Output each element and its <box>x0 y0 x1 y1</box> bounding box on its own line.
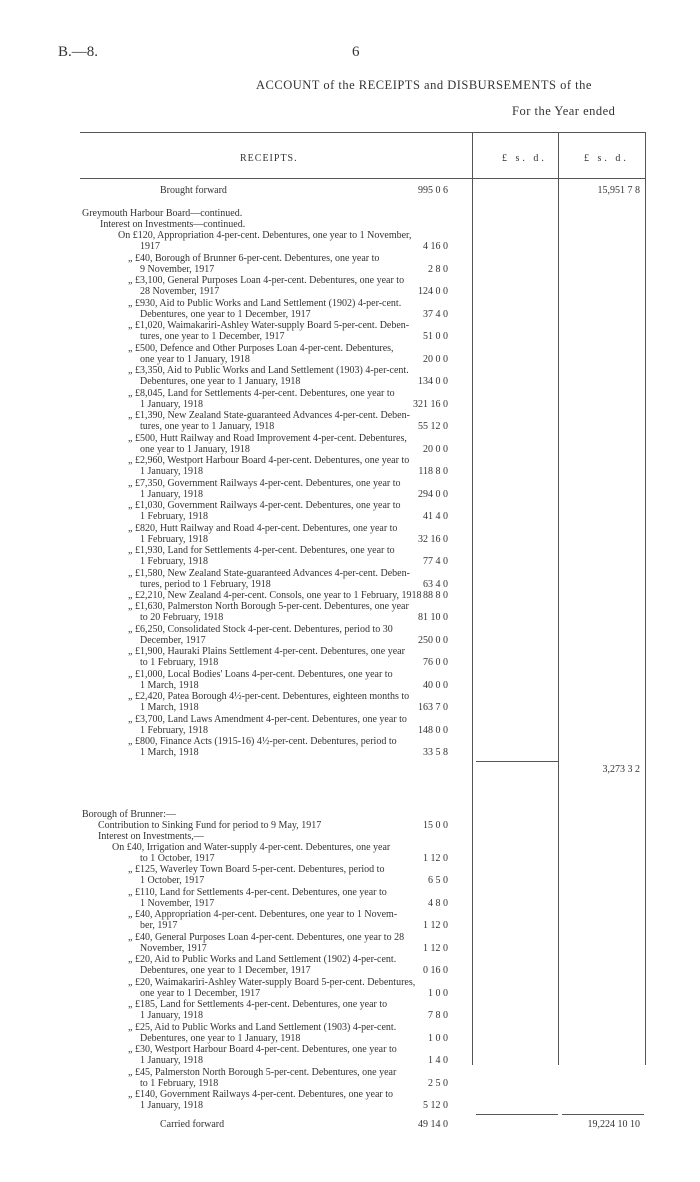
entry-description: „ £930, Aid to Public Works and Land Settlement (1902) 4-per-cent. <box>128 297 402 309</box>
entry-description: On £40, Irrigation and Water-supply 4-per-cent. Debentures, one year <box>112 841 391 853</box>
entry-amount: 76 0 0 <box>423 657 448 668</box>
section-total-greymouth: 3,273 3 2 <box>602 763 640 775</box>
entry-description-cont: Debentures, one year to 1 January, 1918 <box>140 1032 301 1044</box>
entry-description: „ £7,350, Government Railways 4-per-cent. Debentures, one year to <box>128 477 401 489</box>
entry-amount: 250 0 0 <box>418 634 448 646</box>
entry-description-cont: one year to 1 January, 1918 <box>140 443 250 455</box>
page-title: ACCOUNT of the RECEIPTS and DISBURSEMENTS of the <box>256 78 592 92</box>
entry-amount: 1 4 0 <box>428 1055 448 1066</box>
column-rule-3 <box>645 132 646 1065</box>
entry-amount: 294 0 0 <box>418 488 448 500</box>
column-rule-1 <box>472 132 473 1065</box>
contribution-amount: 15 0 0 <box>423 819 448 831</box>
entry-description-cont: November, 1917 <box>140 942 207 954</box>
entry-description: „ £820, Hutt Railway and Road 4-per-cent. Debentures, one year to <box>128 522 398 534</box>
entry-amount: 20 0 0 <box>423 353 448 365</box>
entry-description: „ £3,700, Land Laws Amendment 4-per-cent. Debentures, one year to <box>128 713 407 725</box>
entry-amount: 1 12 0 <box>423 942 448 954</box>
entry-description-cont: 9 November, 1917 <box>140 263 215 275</box>
total-column-header: £ s. d. <box>584 153 629 164</box>
amount-column-header: £ s. d. <box>502 153 547 164</box>
entry-description-cont: one year to 1 January, 1918 <box>140 353 250 365</box>
entry-description: „ £30, Westport Harbour Board 4-per-cent. Debentures, one year to <box>128 1044 397 1055</box>
entry-amount: 6 5 0 <box>428 875 448 886</box>
entry-description: „ £800, Finance Acts (1915-16) 4½-per-cent. Debentures, period to <box>128 736 397 747</box>
entry-description: „ £20, Waimakariri-Ashley Water-supply Board 5-per-cent. Debentures, <box>128 976 416 988</box>
entry-description-cont: tures, one year to 1 January, 1918 <box>140 421 275 432</box>
entry-description-cont: Debentures, one year to 1 December, 1917 <box>140 965 311 976</box>
section-heading-greymouth: Greymouth Harbour Board—continued. <box>82 208 243 219</box>
entry-amount: 321 16 0 <box>413 398 448 410</box>
carried-forward-label: Carried forward <box>160 1118 225 1130</box>
entry-description-cont: 1 March, 1918 <box>140 702 199 713</box>
entry-description: „ £20, Aid to Public Works and Land Settlement (1902) 4-per-cent. <box>128 954 397 965</box>
entry-amount: 1 12 0 <box>423 920 448 931</box>
column-rule-2 <box>558 132 559 1065</box>
receipts-column-header: RECEIPTS. <box>240 153 298 164</box>
entry-description: „ £2,420, Patea Borough 4½-per-cent. Debentures, eighteen months to <box>128 691 410 702</box>
subheading-interest: Interest on Investments—continued. <box>100 219 246 230</box>
entry-amount: 163 7 0 <box>418 702 448 713</box>
carried-forward-rule-b <box>562 1114 644 1115</box>
brought-forward-total: 15,951 7 8 <box>597 185 640 196</box>
entry-description: „ £3,100, General Purposes Loan 4-per-cent. Debentures, one year to <box>128 275 405 286</box>
entry-amount: 0 16 0 <box>423 965 448 976</box>
entry-description-cont: 1 February, 1918 <box>140 556 208 567</box>
entry-amount: 32 16 0 <box>418 533 448 545</box>
entry-amount: 148 0 0 <box>418 724 448 736</box>
entry-description-cont: Debentures, one year to 1 January, 1918 <box>140 376 301 387</box>
entry-description: „ £140, Government Railways 4-per-cent. Debentures, one year to <box>128 1089 393 1100</box>
entry-description: „ £1,020, Waimakariri-Ashley Water-supply Board 5-per-cent. Deben- <box>128 320 410 331</box>
entry-amount: 1 0 0 <box>428 987 448 999</box>
entry-amount: 51 0 0 <box>423 331 448 342</box>
entry-description-cont: December, 1917 <box>140 634 206 646</box>
entry-amount: 41 4 0 <box>423 511 448 522</box>
entry-amount: 88 8 0 <box>423 590 448 601</box>
entry-description: „ £500, Defence and Other Purposes Loan 4-per-cent. Debentures, <box>128 342 394 354</box>
entry-description-cont: 1 January, 1918 <box>140 488 203 500</box>
entry-description: „ £110, Land for Settlements 4-per-cent. Debentures, one year to <box>128 886 387 898</box>
entry-description: „ £40, Borough of Brunner 6-per-cent. Debentures, one year to <box>128 252 380 264</box>
entry-description-cont: Debentures, one year to 1 December, 1917 <box>140 308 311 320</box>
entry-amount: 134 0 0 <box>418 376 448 387</box>
entry-amount: 118 8 0 <box>418 466 448 477</box>
entry-amount: 37 4 0 <box>423 308 448 320</box>
entry-amount: 4 8 0 <box>428 897 448 909</box>
entry-description: „ £2,960, Westport Harbour Board 4-per-cent. Debentures, one year to <box>128 455 410 466</box>
entry-description: „ £2,210, New Zealand 4-per-cent. Consols, one year to 1 February, 1918 <box>128 590 422 601</box>
subtotal-rule <box>476 761 558 762</box>
header-bottom-rule <box>80 178 645 179</box>
entry-description-cont: to 1 February, 1918 <box>140 1077 219 1089</box>
entry-description-cont: one year to 1 December, 1917 <box>140 987 261 999</box>
entry-description-cont: 1 February, 1918 <box>140 724 208 736</box>
entry-amount: 81 10 0 <box>418 612 448 623</box>
entry-amount: 2 8 0 <box>428 263 448 275</box>
entry-description: „ £1,900, Hauraki Plains Settlement 4-per-cent. Debentures, one year <box>128 646 405 657</box>
entry-amount: 5 12 0 <box>423 1100 448 1111</box>
entry-amount: 4 16 0 <box>423 241 448 252</box>
carried-forward-amount: 49 14 0 <box>418 1118 448 1130</box>
entry-description: „ £1,000, Local Bodies' Loans 4-per-cent. Debentures, one year to <box>128 668 393 680</box>
entry-description-cont: to 1 February, 1918 <box>140 657 219 668</box>
entry-description-cont: 1 March, 1918 <box>140 679 199 691</box>
entry-amount: 124 0 0 <box>418 286 448 297</box>
brought-forward-label: Brought forward <box>160 185 227 196</box>
entry-description-cont: to 20 February, 1918 <box>140 612 224 623</box>
entry-description-cont: ber, 1917 <box>140 920 178 931</box>
entry-description-cont: 1 January, 1918 <box>140 466 203 477</box>
entry-description: „ £500, Hutt Railway and Road Improvement 4-per-cent. Debentures, <box>128 432 407 444</box>
entry-description: „ £40, Appropriation 4-per-cent. Debentures, one year to 1 Novem- <box>128 909 398 920</box>
entry-description: „ £1,580, New Zealand State-guaranteed Advances 4-per-cent. Deben- <box>128 567 410 579</box>
entry-description-cont: 1 January, 1918 <box>140 1055 203 1066</box>
entry-description: „ £3,350, Aid to Public Works and Land Settlement (1903) 4-per-cent. <box>128 365 409 376</box>
carried-forward-rule-a <box>476 1114 558 1115</box>
entry-description-cont: 1 February, 1918 <box>140 533 208 545</box>
entry-description: „ £1,630, Palmerston North Borough 5-per-cent. Debentures, one year <box>128 601 409 612</box>
entry-amount: 63 4 0 <box>423 578 448 590</box>
brought-forward-amount: 995 0 6 <box>418 185 448 196</box>
section-heading-brunner: Borough of Brunner:— <box>82 808 176 820</box>
entry-description-cont: 1 January, 1918 <box>140 1010 203 1021</box>
entry-description-cont: 1 March, 1918 <box>140 747 199 758</box>
entry-description-cont: tures, one year to 1 December, 1917 <box>140 331 285 342</box>
entry-description: „ £25, Aid to Public Works and Land Settlement (1903) 4-per-cent. <box>128 1021 397 1033</box>
entry-amount: 40 0 0 <box>423 679 448 691</box>
entry-description: „ £1,930, Land for Settlements 4-per-cent. Debentures, one year to <box>128 545 395 556</box>
entry-description: „ £185, Land for Settlements 4-per-cent. Debentures, one year to <box>128 999 388 1010</box>
report-reference: B.—8. <box>58 44 99 60</box>
entry-amount: 1 0 0 <box>428 1032 448 1044</box>
entry-description-cont: 1 January, 1918 <box>140 1100 203 1111</box>
carried-forward-total: 19,224 10 10 <box>587 1118 640 1130</box>
entry-amount: 20 0 0 <box>423 443 448 455</box>
page-number: 6 <box>352 44 360 60</box>
subheading-interest: Interest on Investments,— <box>98 830 204 842</box>
table-top-rule <box>80 132 645 133</box>
entry-description: „ £1,030, Government Railways 4-per-cent. Debentures, one year to <box>128 500 401 511</box>
entry-amount: 77 4 0 <box>423 556 448 567</box>
entry-amount: 7 8 0 <box>428 1010 448 1021</box>
entry-amount: 55 12 0 <box>418 421 448 432</box>
entry-description: „ £40, General Purposes Loan 4-per-cent. Debentures, one year to 28 <box>128 931 405 943</box>
entry-description: „ £6,250, Consolidated Stock 4-per-cent. Debentures, period to 30 <box>128 623 393 635</box>
entry-description-cont: 28 November, 1917 <box>140 286 220 297</box>
entry-description-cont: 1917 <box>140 241 160 252</box>
entry-description: On £120, Appropriation 4-per-cent. Debentures, one year to 1 November, <box>118 230 412 241</box>
entry-description-cont: tures, period to 1 February, 1918 <box>140 578 271 590</box>
entry-description-cont: 1 November, 1917 <box>140 897 215 909</box>
entry-description: „ £125, Waverley Town Board 5-per-cent. Debentures, period to <box>128 864 385 875</box>
entry-amount: 33 5 8 <box>423 747 448 758</box>
entry-amount: 2 5 0 <box>428 1077 448 1089</box>
contribution-label: Contribution to Sinking Fund for period to 9 May, 1917 <box>98 819 322 831</box>
entry-description: „ £1,390, New Zealand State-guaranteed Advances 4-per-cent. Deben- <box>128 410 410 421</box>
entry-description-cont: 1 January, 1918 <box>140 398 203 410</box>
entry-description: „ £45, Palmerston North Borough 5-per-cent. Debentures, one year <box>128 1066 397 1078</box>
entry-description-cont: to 1 October, 1917 <box>140 852 215 864</box>
entry-description: „ £8,045, Land for Settlements 4-per-cent. Debentures, one year to <box>128 387 395 399</box>
entry-amount: 1 12 0 <box>423 852 448 864</box>
entry-description-cont: 1 October, 1917 <box>140 875 205 886</box>
page-subtitle: For the Year ended <box>512 104 616 118</box>
entry-description-cont: 1 February, 1918 <box>140 511 208 522</box>
